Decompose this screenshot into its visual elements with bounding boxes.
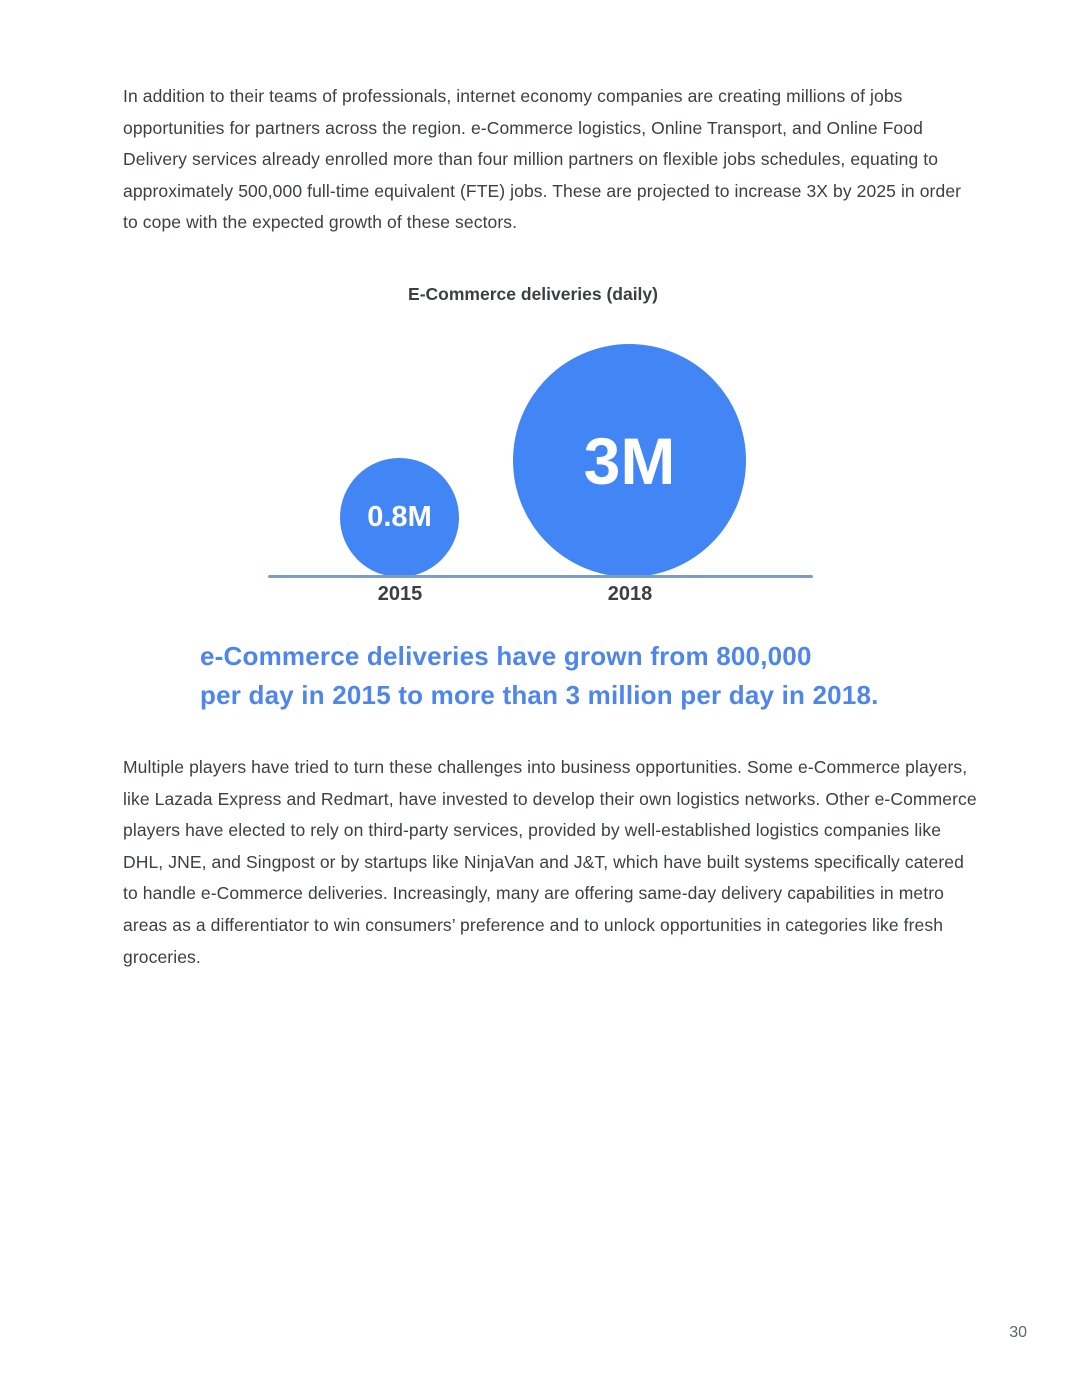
callout-text bbox=[200, 637, 879, 715]
chart-title: E-Commerce deliveries (daily) bbox=[408, 284, 658, 304]
bubble-2015-value-label: 0.8M bbox=[367, 501, 432, 533]
body-paragraph: Multiple players have tried to turn these challenges into business opportunities. Some e-Commerce players, like Lazada Express and Redmart, have invested to develop their own logistics networks. Other e-Commerce players have elected to rely on third-party services, provided by well-established logistics companies like DHL, JNE, and Singpost or by startups like NinjaVan and J&T, which have built systems specifically catered to handle e-Commerce deliveries. Increasingly, many are offering same-day delivery capabilities in metro areas as a differentiator to win consumers’ preference and to unlock opportunities in categories like fresh groceries. bbox=[123, 757, 977, 967]
chart-baseline bbox=[268, 575, 813, 578]
bubble-2015 bbox=[340, 458, 459, 577]
callout-line-2: per day in 2015 to more than 3 million per day in 2018. bbox=[200, 680, 879, 710]
page-number: 30 bbox=[1009, 1324, 1027, 1341]
axis-label-2015: 2015 bbox=[377, 583, 423, 605]
callout-line-1: e-Commerce deliveries have grown from 800,000 bbox=[200, 641, 812, 671]
axis-label-2018: 2018 bbox=[607, 583, 653, 605]
intro-paragraph: In addition to their teams of professionals, internet economy companies are creating millions of jobs opportunities for partners across the region. e-Commerce logistics, Online Transport, and Online Food Delivery services already enrolled more than four million partners on flexible jobs schedules, equating to approximately 500,000 full-time equivalent (FTE) jobs. These are projected to increase 3X by 2025 in order to cope with the expected growth of these sectors. bbox=[123, 86, 962, 233]
bubble-2018-value-label: 3M bbox=[583, 423, 676, 498]
bubble-2018 bbox=[513, 344, 746, 577]
